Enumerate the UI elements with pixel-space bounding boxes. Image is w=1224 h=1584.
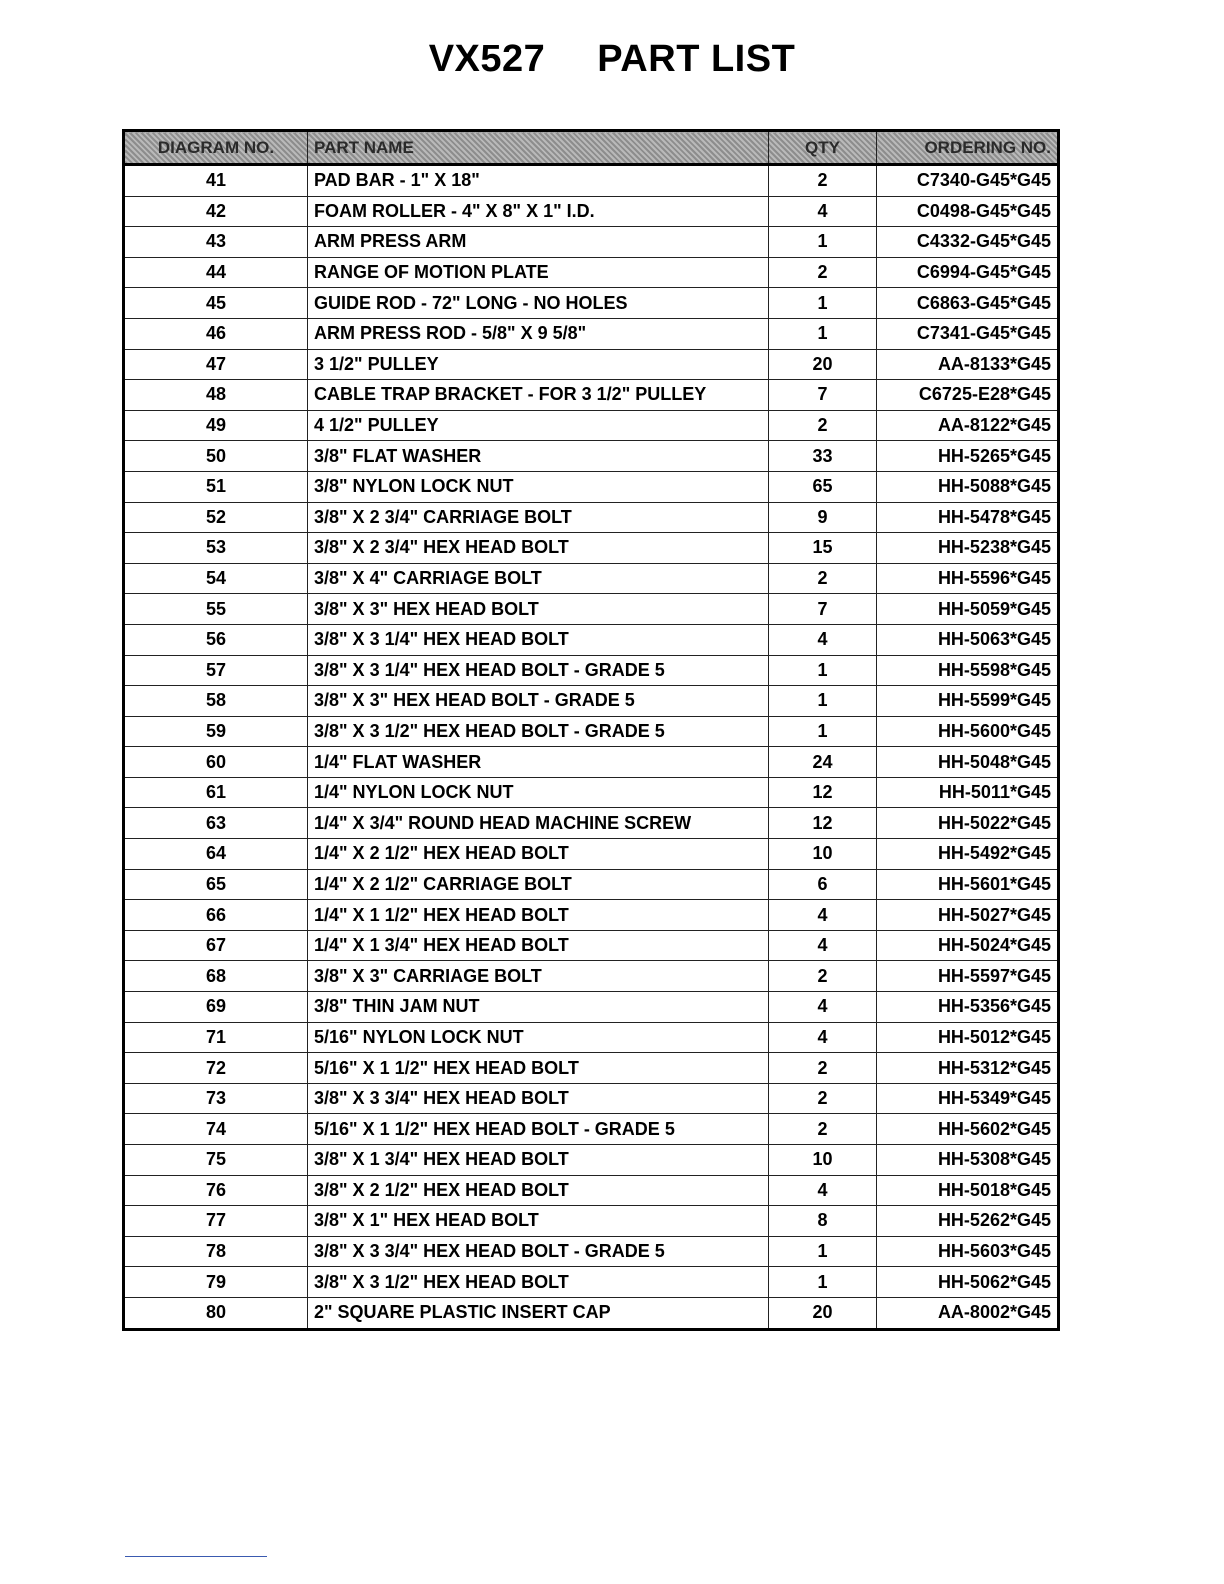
part-name-cell: 3/8" X 3 1/2" HEX HEAD BOLT - GRADE 5 (308, 716, 769, 747)
qty-cell: 9 (769, 502, 877, 533)
table-row (124, 1083, 1059, 1114)
diagram-no-cell: 54 (124, 563, 308, 594)
qty-cell: 1 (769, 318, 877, 349)
ordering-no-cell: HH-5048*G45 (877, 747, 1059, 778)
qty-cell: 65 (769, 471, 877, 502)
diagram-no-cell: 64 (124, 839, 308, 870)
table-row (124, 380, 1059, 411)
table-row (124, 471, 1059, 502)
qty-cell: 4 (769, 900, 877, 931)
qty-cell: 1 (769, 227, 877, 258)
part-name-cell: 1/4" X 2 1/2" CARRIAGE BOLT (308, 869, 769, 900)
diagram-no-cell: 42 (124, 196, 308, 227)
qty-cell: 2 (769, 1114, 877, 1145)
diagram-no-cell: 60 (124, 747, 308, 778)
part-name-cell: 3/8" X 3 1/2" HEX HEAD BOLT (308, 1267, 769, 1298)
table-row (124, 1114, 1059, 1145)
table-row (124, 288, 1059, 319)
ordering-no-cell: AA-8122*G45 (877, 410, 1059, 441)
part-name-cell: ARM PRESS ROD - 5/8" X 9 5/8" (308, 318, 769, 349)
diagram-no-cell: 41 (124, 165, 308, 197)
part-name-cell: CABLE TRAP BRACKET - FOR 3 1/2" PULLEY (308, 380, 769, 411)
table-row (124, 502, 1059, 533)
ordering-no-cell: C6725-E28*G45 (877, 380, 1059, 411)
qty-cell: 7 (769, 594, 877, 625)
ordering-no-cell: HH-5063*G45 (877, 624, 1059, 655)
table-row (124, 1236, 1059, 1267)
diagram-no-cell: 55 (124, 594, 308, 625)
ordering-no-cell: HH-5596*G45 (877, 563, 1059, 594)
diagram-no-cell: 47 (124, 349, 308, 380)
qty-cell: 1 (769, 655, 877, 686)
table-row (124, 257, 1059, 288)
qty-cell: 2 (769, 961, 877, 992)
ordering-no-cell: HH-5011*G45 (877, 777, 1059, 808)
model-number: VX527 (428, 38, 546, 80)
qty-cell: 4 (769, 196, 877, 227)
qty-cell: 1 (769, 288, 877, 319)
ordering-no-cell: HH-5478*G45 (877, 502, 1059, 533)
diagram-no-cell: 77 (124, 1206, 308, 1237)
qty-cell: 2 (769, 1083, 877, 1114)
ordering-no-cell: C7341-G45*G45 (877, 318, 1059, 349)
qty-cell: 8 (769, 1206, 877, 1237)
diagram-no-cell: 80 (124, 1297, 308, 1329)
diagram-no-cell: 71 (124, 1022, 308, 1053)
qty-cell: 4 (769, 992, 877, 1023)
table-row (124, 655, 1059, 686)
qty-cell: 20 (769, 349, 877, 380)
qty-cell: 4 (769, 930, 877, 961)
table-row (124, 686, 1059, 717)
qty-cell: 2 (769, 410, 877, 441)
part-name-cell: 4 1/2" PULLEY (308, 410, 769, 441)
part-name-cell: 3/8" X 3 1/4" HEX HEAD BOLT (308, 624, 769, 655)
ordering-no-cell: HH-5599*G45 (877, 686, 1059, 717)
qty-cell: 20 (769, 1297, 877, 1329)
part-name-cell: 1/4" X 1 1/2" HEX HEAD BOLT (308, 900, 769, 931)
qty-cell: 6 (769, 869, 877, 900)
parts-body (124, 165, 1059, 1330)
diagram-no-cell: 66 (124, 900, 308, 931)
qty-cell: 4 (769, 1175, 877, 1206)
diagram-no-cell: 79 (124, 1267, 308, 1298)
ordering-no-cell: HH-5088*G45 (877, 471, 1059, 502)
diagram-no-cell: 74 (124, 1114, 308, 1145)
ordering-no-cell: HH-5059*G45 (877, 594, 1059, 625)
part-name-cell: 3/8" X 1 3/4" HEX HEAD BOLT (308, 1145, 769, 1176)
part-name-cell: 5/16" X 1 1/2" HEX HEAD BOLT - GRADE 5 (308, 1114, 769, 1145)
diagram-no-cell: 43 (124, 227, 308, 258)
ordering-no-cell: AA-8002*G45 (877, 1297, 1059, 1329)
ordering-no-cell: HH-5602*G45 (877, 1114, 1059, 1145)
qty-cell: 12 (769, 808, 877, 839)
table-row (124, 165, 1059, 197)
part-name-cell: 5/16" NYLON LOCK NUT (308, 1022, 769, 1053)
table-row (124, 1267, 1059, 1298)
table-row (124, 349, 1059, 380)
part-name-cell: 3/8" X 3 1/4" HEX HEAD BOLT - GRADE 5 (308, 655, 769, 686)
ordering-no-cell: HH-5262*G45 (877, 1206, 1059, 1237)
table-row (124, 961, 1059, 992)
table-row (124, 410, 1059, 441)
qty-cell: 2 (769, 165, 877, 197)
diagram-no-cell: 53 (124, 533, 308, 564)
diagram-no-cell: 51 (124, 471, 308, 502)
ordering-no-cell: HH-5349*G45 (877, 1083, 1059, 1114)
diagram-no-cell: 58 (124, 686, 308, 717)
part-name-cell: 3/8" X 2 3/4" HEX HEAD BOLT (308, 533, 769, 564)
part-name-cell: 1/4" FLAT WASHER (308, 747, 769, 778)
ordering-no-cell: HH-5601*G45 (877, 869, 1059, 900)
table-row (124, 441, 1059, 472)
diagram-no-cell: 78 (124, 1236, 308, 1267)
ordering-no-cell: C7340-G45*G45 (877, 165, 1059, 197)
ordering-no-cell: HH-5603*G45 (877, 1236, 1059, 1267)
ordering-no-cell: C6863-G45*G45 (877, 288, 1059, 319)
qty-cell: 12 (769, 777, 877, 808)
part-name-cell: FOAM ROLLER - 4" X 8" X 1" I.D. (308, 196, 769, 227)
table-row (124, 992, 1059, 1023)
diagram-no-cell: 50 (124, 441, 308, 472)
ordering-no-cell: HH-5600*G45 (877, 716, 1059, 747)
ordering-no-cell: AA-8133*G45 (877, 349, 1059, 380)
diagram-no-cell: 69 (124, 992, 308, 1023)
qty-cell: 33 (769, 441, 877, 472)
diagram-no-cell: 46 (124, 318, 308, 349)
ordering-no-cell: HH-5312*G45 (877, 1053, 1059, 1084)
part-name-cell: 3/8" FLAT WASHER (308, 441, 769, 472)
qty-cell: 10 (769, 1145, 877, 1176)
ordering-no-cell: HH-5238*G45 (877, 533, 1059, 564)
ordering-no-cell: HH-5308*G45 (877, 1145, 1059, 1176)
header-row (124, 131, 1059, 165)
parts-table (122, 129, 1060, 1331)
ordering-no-cell: C6994-G45*G45 (877, 257, 1059, 288)
col-diagram-no: DIAGRAM NO. (124, 131, 308, 165)
table-row (124, 227, 1059, 258)
table-row (124, 777, 1059, 808)
qty-cell: 2 (769, 257, 877, 288)
qty-cell: 15 (769, 533, 877, 564)
ordering-no-cell: HH-5492*G45 (877, 839, 1059, 870)
footer-rule (125, 1556, 267, 1557)
part-name-cell: GUIDE ROD - 72" LONG - NO HOLES (308, 288, 769, 319)
ordering-no-cell: HH-5598*G45 (877, 655, 1059, 686)
table-row (124, 1175, 1059, 1206)
table-row (124, 196, 1059, 227)
table-row (124, 716, 1059, 747)
table-row (124, 318, 1059, 349)
table-row (124, 808, 1059, 839)
table-row (124, 869, 1059, 900)
diagram-no-cell: 72 (124, 1053, 308, 1084)
part-name-cell: 2" SQUARE PLASTIC INSERT CAP (308, 1297, 769, 1329)
ordering-no-cell: HH-5597*G45 (877, 961, 1059, 992)
col-part-name: PART NAME (308, 131, 769, 165)
part-name-cell: 3/8" X 1" HEX HEAD BOLT (308, 1206, 769, 1237)
qty-cell: 1 (769, 1267, 877, 1298)
ordering-no-cell: HH-5012*G45 (877, 1022, 1059, 1053)
diagram-no-cell: 57 (124, 655, 308, 686)
diagram-no-cell: 48 (124, 380, 308, 411)
part-name-cell: 1/4" X 3/4" ROUND HEAD MACHINE SCREW (308, 808, 769, 839)
qty-cell: 1 (769, 716, 877, 747)
part-name-cell: 3/8" X 4" CARRIAGE BOLT (308, 563, 769, 594)
table-row (124, 1053, 1059, 1084)
diagram-no-cell: 73 (124, 1083, 308, 1114)
diagram-no-cell: 52 (124, 502, 308, 533)
part-name-cell: 3 1/2" PULLEY (308, 349, 769, 380)
diagram-no-cell: 49 (124, 410, 308, 441)
qty-cell: 4 (769, 624, 877, 655)
ordering-no-cell: HH-5022*G45 (877, 808, 1059, 839)
ordering-no-cell: HH-5062*G45 (877, 1267, 1059, 1298)
part-name-cell: 1/4" X 2 1/2" HEX HEAD BOLT (308, 839, 769, 870)
table-row (124, 1206, 1059, 1237)
diagram-no-cell: 68 (124, 961, 308, 992)
qty-cell: 24 (769, 747, 877, 778)
diagram-no-cell: 65 (124, 869, 308, 900)
part-name-cell: 5/16" X 1 1/2" HEX HEAD BOLT (308, 1053, 769, 1084)
diagram-no-cell: 75 (124, 1145, 308, 1176)
part-name-cell: 3/8" X 3" CARRIAGE BOLT (308, 961, 769, 992)
part-name-cell: 3/8" X 2 1/2" HEX HEAD BOLT (308, 1175, 769, 1206)
table-row (124, 594, 1059, 625)
diagram-no-cell: 61 (124, 777, 308, 808)
part-name-cell: RANGE OF MOTION PLATE (308, 257, 769, 288)
part-name-cell: 3/8" X 2 3/4" CARRIAGE BOLT (308, 502, 769, 533)
part-name-cell: 3/8" X 3" HEX HEAD BOLT (308, 594, 769, 625)
table-row (124, 533, 1059, 564)
part-name-cell: 3/8" X 3" HEX HEAD BOLT - GRADE 5 (308, 686, 769, 717)
col-qty: QTY (769, 131, 877, 165)
diagram-no-cell: 56 (124, 624, 308, 655)
qty-cell: 10 (769, 839, 877, 870)
part-name-cell: 3/8" THIN JAM NUT (308, 992, 769, 1023)
qty-cell: 7 (769, 380, 877, 411)
table-row (124, 1297, 1059, 1329)
part-name-cell: 3/8" X 3 3/4" HEX HEAD BOLT - GRADE 5 (308, 1236, 769, 1267)
diagram-no-cell: 59 (124, 716, 308, 747)
diagram-no-cell: 63 (124, 808, 308, 839)
ordering-no-cell: C4332-G45*G45 (877, 227, 1059, 258)
diagram-no-cell: 44 (124, 257, 308, 288)
col-ordering-no: ORDERING NO. (877, 131, 1059, 165)
table-row (124, 839, 1059, 870)
part-name-cell: 3/8" NYLON LOCK NUT (308, 471, 769, 502)
qty-cell: 1 (769, 686, 877, 717)
table-row (124, 1145, 1059, 1176)
ordering-no-cell: HH-5024*G45 (877, 930, 1059, 961)
part-name-cell: 3/8" X 3 3/4" HEX HEAD BOLT (308, 1083, 769, 1114)
diagram-no-cell: 67 (124, 930, 308, 961)
qty-cell: 1 (769, 1236, 877, 1267)
title-text: PART LIST (597, 38, 796, 80)
diagram-no-cell: 76 (124, 1175, 308, 1206)
table-row (124, 1022, 1059, 1053)
ordering-no-cell: HH-5018*G45 (877, 1175, 1059, 1206)
part-name-cell: ARM PRESS ARM (308, 227, 769, 258)
page-title (0, 38, 1224, 81)
table-row (124, 900, 1059, 931)
diagram-no-cell: 45 (124, 288, 308, 319)
table-row (124, 930, 1059, 961)
ordering-no-cell: HH-5027*G45 (877, 900, 1059, 931)
ordering-no-cell: HH-5356*G45 (877, 992, 1059, 1023)
qty-cell: 2 (769, 563, 877, 594)
ordering-no-cell: HH-5265*G45 (877, 441, 1059, 472)
table-row (124, 747, 1059, 778)
table-row (124, 563, 1059, 594)
part-name-cell: 1/4" NYLON LOCK NUT (308, 777, 769, 808)
qty-cell: 2 (769, 1053, 877, 1084)
qty-cell: 4 (769, 1022, 877, 1053)
ordering-no-cell: C0498-G45*G45 (877, 196, 1059, 227)
table-row (124, 624, 1059, 655)
part-name-cell: 1/4" X 1 3/4" HEX HEAD BOLT (308, 930, 769, 961)
part-name-cell: PAD BAR - 1" X 18" (308, 165, 769, 197)
